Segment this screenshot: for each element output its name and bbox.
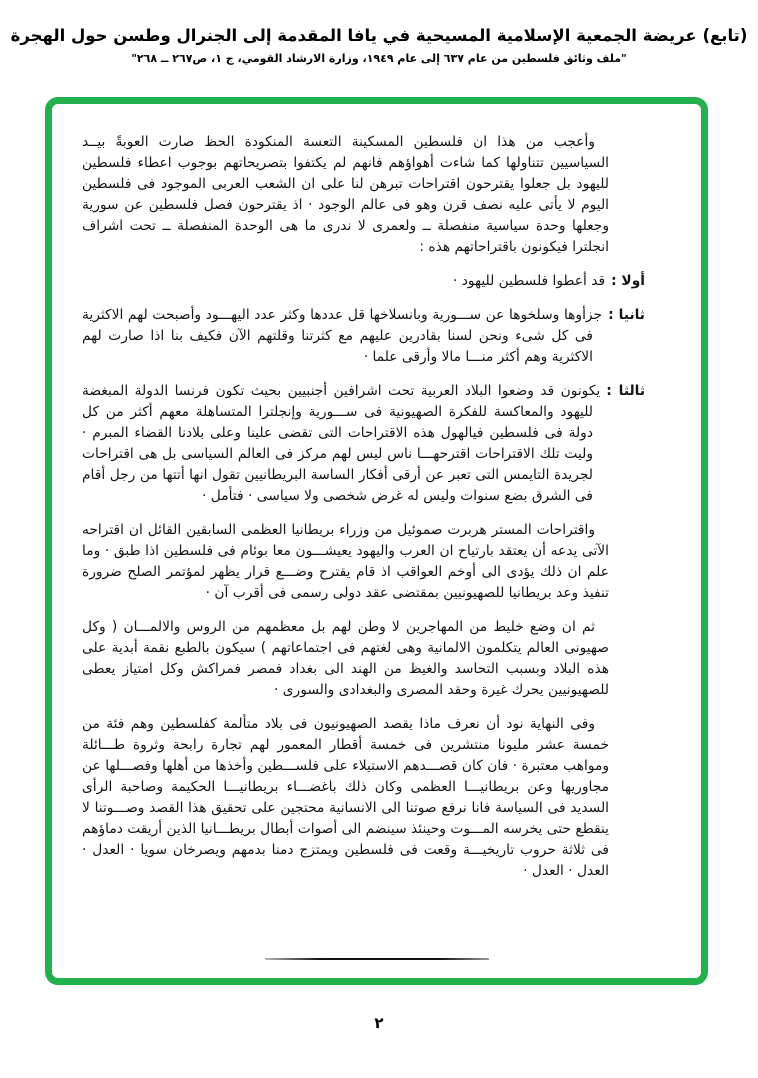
page-footer — [0, 1014, 758, 1032]
opening-paragraph: وأعجب من هذا ان فلسطين المسكينة التعسة المنكودة الحظ صارت العوبةً بيــد السياسيين تتناولها كما شاءت أهواؤهم فانهم لم يكتفوا بتصريحاتهم بوجوب اعطاء فلسطين لليهود بل جعلوا يقترحون اقتراحات تبرهن لنا على ان الشعب العربى الموجود فى فلسطين اليوم لا يأتى عليه نصف قرن وهو فى عالم الوجود · اذ يقترحون فصل فلسطين عن سورية وجعلها وحدة سياسية منفصلة ــ ولعمرى لا ندرى ما هى الوحدة المنفصلة ــ تحت اشراف انجلترا فيكونون باقتراحاتهم هذه : — [82, 134, 609, 255]
page-number: ٢ — [374, 1014, 384, 1032]
item-text-third: يكونون قد وضعوا البلاد العربية تحت اشرافين أجنبيين بحيث تكون فرنسا الدولة المبغضة لليهود والمعاكسة للفكرة الصهيونية فى ســـورية وإنجلترا المتساهلة معهم أكثر من كل دولة فى فلسطين فيالهول هذه الاقتراحات التى تقضى علينا وعلى بلادنا القضاء المبرم · وليت تلك الاقتراحات اقترحهـــا ناس ليس لهم مركز فى العالم السياسى بل هى اقتراحات لجريدة التايمس التى تعبر عن أرقى أفكار الساسة البريطانيين تقول انها أتتها من رجل أقام فى الشرق بضع سنوات وليس له غرض شخصى ولا سياسى · فتأمل · — [82, 383, 601, 504]
document-frame — [45, 97, 708, 985]
end-divider-rule — [265, 958, 489, 960]
item-text-first: قد أعطوا فلسطين لليهود · — [452, 273, 606, 289]
document-body-text — [52, 104, 701, 911]
item-label-first: أولا : — [611, 273, 645, 289]
document-header — [0, 24, 758, 65]
source-citation: "ملف وثائق فلسطين من عام ٦٣٧ إلى عام ١٩٤٩، وزارة الارشاد القومي، ج ١، ص٢٦٧ ــ ٢٦٨" — [131, 52, 627, 66]
list-item-second — [82, 305, 645, 368]
item-label-second: ثانيا : — [608, 307, 645, 323]
list-item-third — [82, 381, 645, 507]
item-label-third: ثالثا : — [606, 383, 645, 399]
list-item-first — [82, 271, 645, 292]
item-text-second: جزأوها وسلخوها عن ســـورية وبانسلاخها قل عددها وكثر عدد اليهـــود وأصبحت لهم الاكثرية فى كل شىء ونحن لسنا بقادرين عليهم مع كثرتنا وقلتهم الآن فكيف بنا اذا صارت لهم الاكثرية وهم أكثر منـــا مالا وأرقى علما · — [82, 307, 603, 365]
samuel-paragraph: واقتراحات المستر هربرت صموئيل من وزراء بريطانيا العظمى السابقين القائل ان اقتراحه الآتى يدعه أن يعتقد بارتياح ان العرب واليهود يعيشـــون معا بوئام فى فلسطين اذا طبق · وما علم ان ذلك يؤدى الى أوخم العواقب اذ قام يقترح وضـــع قرار يظهر لمؤتمر الصلح ضرورة تنفيذ وعد بريطانيا للصهيونيين بمقتضى عقد دولى رسمى فى أقرب آن · — [82, 522, 609, 601]
immigrants-paragraph: ثم ان وضع خليط من المهاجرين لا وطن لهم بل معظمهم من الروس والالمـــان ( وكل صهيونى العالم يتكلمون الالمانية وهى لغتهم فى اجتماعاتهم ) سيكون بالطبع نقمة أبدية على هذه البلاد وبسبب التحاسد والغيظ من الهند الى بغداد فمصر فمراكش وكل امتياز يعطى للصهيونيين يحرك غيرة وحقد المصرى والبغدادى والسورى · — [82, 619, 609, 698]
closing-paragraph: وفى النهاية نود أن نعرف ماذا يقصد الصهيونيون فى بلاد متألمة كفلسطين وهم فئة من خمسة عشر مليونا منتشرين فى خمسة أقطار المعمور لهم تجارة رابحة وثروة طـــائلة ومواهب معتبرة · فان كان قصـــدهم الاستيلاء على فلســـطين وأخذها من أهلها وفصـــلها عن مجاوريها وعن بريطانيـــا العظمى وكان ذلك باغضـــاء بريطانيـــا الحكيمة وصاحبة الرأى السديد فى السياسة فانا نرفع صوتنا الى الانسانية محتجين على تحقيق هذا القصد وصـــوتنا لا ينقطع حتى يخرسه المـــوت وحينئذ سينضم الى أصوات أبطال بريطـــانيا الذين أريقت دماؤهم فى ثلاثة حروب تاريخيـــة وقعت فى فلسطين ويمتزج دمنا بدمهم ويصرخان سويا · العدل · العدل · العدل · — [82, 716, 609, 879]
page-title: (تابع) عريضة الجمعية الإسلامية المسيحية في يافا المقدمة إلى الجنرال وطسن حول الهجرة — [10, 26, 748, 45]
